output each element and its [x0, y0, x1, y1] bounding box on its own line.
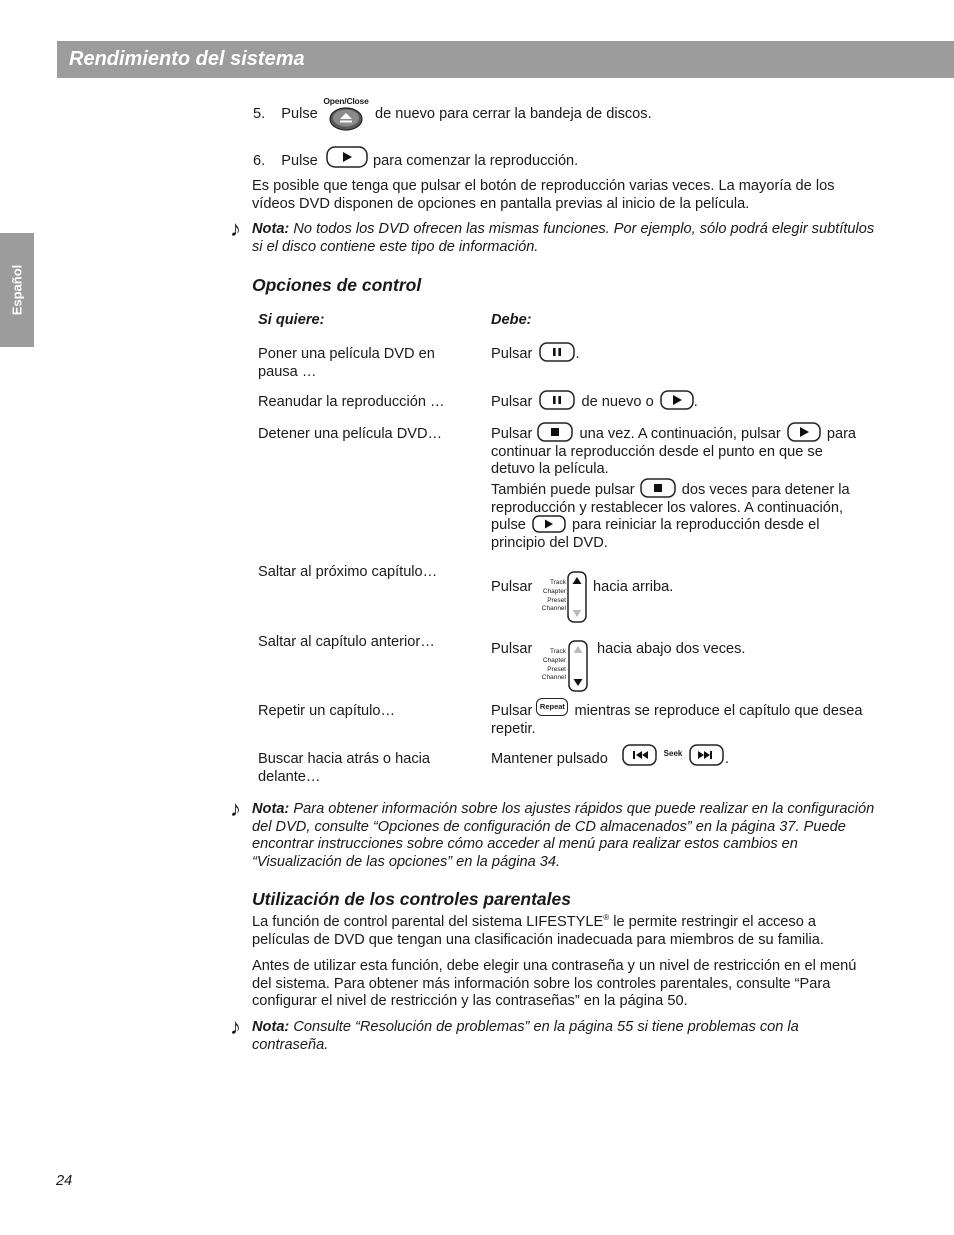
table-row-want: Repetir un capítulo…: [258, 703, 396, 719]
registered-mark: ®: [603, 913, 610, 923]
paragraph-line: Antes de utilizar esta función, debe elegir una contraseña y un nivel de restricción en el menú: [252, 958, 857, 974]
table-row-want: Saltar al próximo capítulo…: [258, 564, 438, 580]
cell-text: pausa …: [258, 363, 317, 380]
table-row-action: [491, 394, 698, 412]
cell-text: Pulsar: [491, 346, 533, 362]
play-button-icon: [326, 146, 368, 168]
cell-text: mientras se reproduce el capítulo que desea: [574, 703, 863, 719]
note: [252, 221, 912, 256]
cell-text: para reiniciar la reproducción desde el: [572, 517, 820, 533]
cell-text: .: [693, 394, 698, 410]
step-text: Pulse: [281, 106, 318, 122]
paragraph: [252, 958, 922, 1011]
cell-text: delante…: [258, 768, 321, 785]
cell-text: para: [826, 426, 857, 442]
play-button-icon: [532, 515, 566, 533]
paragraph: [252, 178, 912, 213]
side-tab-label: Español: [9, 264, 25, 316]
note-text: “Visualización de las opciones” en la página 34.: [252, 853, 561, 870]
paragraph-line: configurar el nivel de restricción y las contraseñas” en la página 50.: [252, 993, 688, 1009]
paragraph-line: del sistema. Para obtener más información sobre los controles parentales, consulte “Para: [252, 975, 831, 992]
open-close-label: Open/Close: [323, 96, 369, 106]
step-text: Pulse: [281, 153, 318, 169]
cell-text: una vez. A continuación, pulsar: [579, 426, 781, 442]
rocker-labels: [538, 648, 566, 683]
note-label: Nota:: [252, 221, 290, 237]
open-close-button: [322, 96, 370, 131]
note-text: encontrar instrucciones sobre cómo acceder al menú para realizar estos cambios en: [252, 836, 798, 852]
note-text: Consulte “Resolución de problemas” en la página 55 si tiene problemas con la: [293, 1019, 799, 1035]
seek-button-icon: [622, 744, 724, 766]
music-note-icon: ♪: [230, 1014, 241, 1039]
paragraph-text: La función de control parental del sistema LIFESTYLE: [252, 914, 604, 930]
paragraph-line: vídeos DVD disponen de opciones en pantalla previas al inicio de la película.: [252, 195, 750, 212]
step-6: [253, 153, 318, 171]
cell-text: Poner una película DVD en: [258, 346, 435, 362]
rocker-label: Preset: [547, 665, 566, 673]
cell-text: hacia abajo dos veces.: [597, 641, 746, 657]
cell-text: Buscar hacia atrás o hacia: [258, 751, 430, 767]
cell-text: .: [575, 346, 580, 362]
step-number: 6.: [253, 153, 266, 169]
table-header-must: Debe:: [491, 312, 532, 328]
stop-button-icon: [640, 478, 676, 498]
paragraph: [252, 914, 912, 949]
pause-button-icon: [539, 342, 575, 362]
table-row-action: [491, 346, 580, 364]
note-text: del DVD, consulte “Opciones de configuración de CD almacenados” en la página 37. Puede: [252, 818, 846, 835]
rocker-labels: [538, 579, 566, 614]
table-row-want: Detener una película DVD…: [258, 426, 443, 442]
play-button-icon: [660, 390, 694, 410]
paragraph-line: películas de DVD que tengan una clasificación inadecuada para miembros de su familia.: [252, 931, 824, 948]
page-title: Rendimiento del sistema: [69, 48, 305, 70]
note: [252, 801, 912, 871]
note-label: Nota:: [252, 801, 290, 817]
cell-text: Mantener pulsado: [491, 751, 608, 767]
table-row-action: [491, 703, 891, 738]
cell-text: Pulsar: [491, 703, 533, 719]
cell-text: repetir.: [491, 720, 536, 737]
cell-text: .: [725, 751, 730, 767]
cell-text: Pulsar: [491, 579, 533, 595]
step-number: 5.: [253, 106, 266, 122]
rocker-label: Track: [549, 648, 566, 655]
table-row-want: Saltar al capítulo anterior…: [258, 634, 435, 650]
cell-text: continuar la reproducción desde el punto en que se: [491, 443, 823, 460]
section-heading: Utilización de los controles parentales: [252, 889, 571, 909]
rocker-label: Track: [549, 579, 566, 586]
stop-button-icon: [537, 422, 573, 442]
table-row-want: [258, 346, 435, 381]
repeat-button-icon: Repeat: [536, 698, 568, 716]
note-text: contraseña.: [252, 1036, 329, 1053]
page-number: 24: [56, 1173, 73, 1189]
rocker-label: Channel: [541, 605, 566, 613]
step-5: [253, 106, 318, 124]
cell-text: dos veces para detener la: [681, 482, 850, 498]
pause-button-icon: [539, 390, 575, 410]
note-label: Nota:: [252, 1019, 290, 1035]
note: [252, 1019, 912, 1054]
cell-text: También puede pulsar: [491, 482, 635, 498]
rocker-label: Chapter: [542, 656, 566, 664]
section-heading: Opciones de control: [252, 275, 422, 295]
cell-text: detuvo la película.: [491, 461, 609, 477]
note-text: No todos los DVD ofrecen las mismas funciones. Por ejemplo, sólo podrá elegir subtítulos: [293, 221, 875, 237]
play-button-icon: [787, 422, 821, 442]
step-text: para comenzar la reproducción.: [373, 153, 579, 169]
cell-text: principio del DVD.: [491, 534, 608, 551]
seek-label: Seek: [663, 749, 683, 758]
cell-text: Pulsar: [491, 426, 533, 442]
table-row-action: [491, 426, 891, 479]
rocker-label: Channel: [541, 674, 566, 682]
table-row-want: Reanudar la reproducción …: [258, 394, 445, 410]
rocker-up-icon: [567, 571, 587, 623]
cell-text: pulse: [491, 517, 526, 533]
paragraph-text: le permite restringir el acceso a: [609, 914, 816, 930]
cell-text: Pulsar: [491, 394, 533, 410]
rocker-down-icon: [568, 640, 588, 692]
eject-button-icon: [329, 107, 363, 131]
table-row-want: [258, 751, 430, 786]
table-row-action: [491, 482, 891, 552]
language-side-tab: [0, 233, 34, 347]
cell-text: de nuevo o: [581, 394, 654, 410]
note-text: Para obtener información sobre los ajustes rápidos que puede realizar en la configuración: [293, 801, 875, 817]
cell-text: reproducción y restablecer los valores. A continuación,: [491, 499, 844, 516]
cell-text: hacia arriba.: [593, 579, 674, 595]
note-text: si el disco contiene este tipo de información.: [252, 238, 539, 255]
cell-text: Pulsar: [491, 641, 533, 657]
rocker-label: Chapter: [542, 587, 566, 595]
paragraph-line: Es posible que tenga que pulsar el botón de reproducción varias veces. La mayoría de los: [252, 178, 835, 194]
music-note-icon: ♪: [230, 216, 241, 241]
step-text: de nuevo para cerrar la bandeja de discos.: [375, 106, 652, 122]
music-note-icon: ♪: [230, 796, 241, 821]
table-header-want: Si quiere:: [258, 312, 325, 328]
rocker-label: Preset: [547, 596, 566, 604]
